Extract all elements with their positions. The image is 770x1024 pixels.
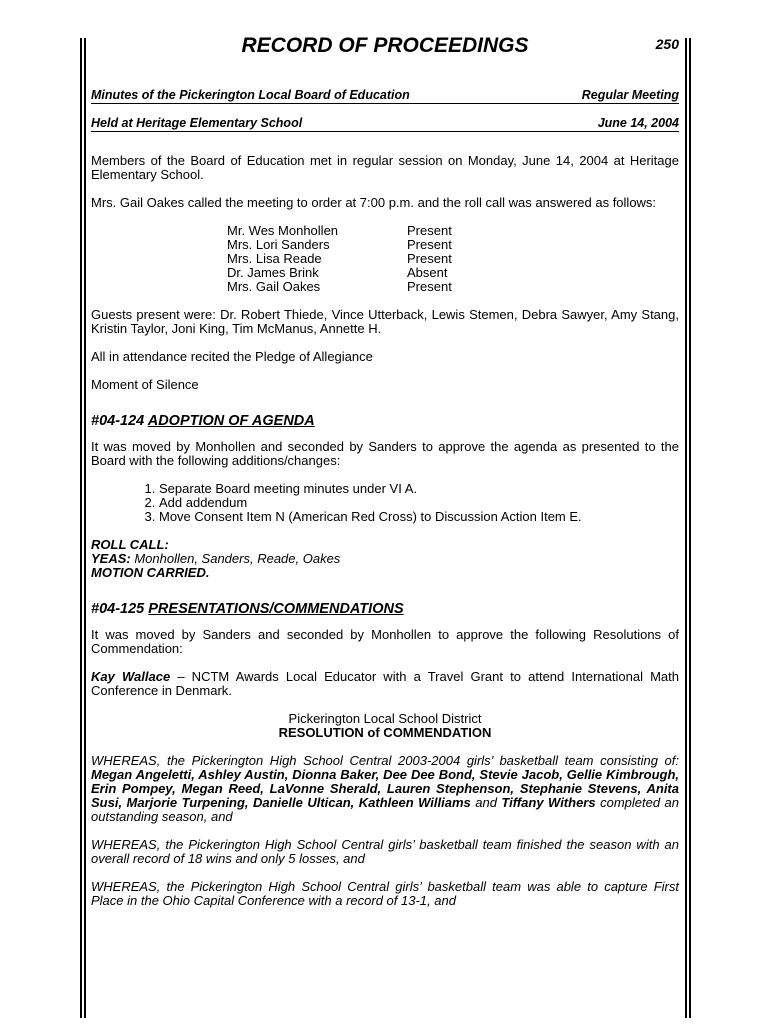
agenda-changes-list xyxy=(91,482,679,524)
item-125-title: PRESENTATIONS/COMMENDATIONS xyxy=(148,601,404,617)
honoree-paragraph xyxy=(91,670,679,698)
whereas-paragraph-1 xyxy=(91,754,679,824)
team-member-last: Tiffany Withers xyxy=(501,795,596,810)
minutes-body xyxy=(91,154,679,922)
roll-call-row xyxy=(227,238,679,252)
member-status: Present xyxy=(407,223,452,238)
list-item: 1. Separate Board meeting minutes under VI A. xyxy=(159,482,679,496)
member-status: Present xyxy=(407,279,452,294)
item-125-motion: It was moved by Sanders and seconded by Monhollen to approve the following Resolutions of Commendation: xyxy=(91,627,679,656)
item-124-vote xyxy=(91,538,679,580)
whereas-1-and: and xyxy=(470,795,502,810)
motion-result: MOTION CARRIED. xyxy=(91,565,210,580)
whereas-paragraph-3: WHEREAS, the Pickerington High School Central girls’ basketball team was able to capture First Place in the Ohio Capital Conference with a record of 13-1, and xyxy=(91,879,679,908)
left-margin-rule-outer xyxy=(80,38,82,1018)
member-status: Absent xyxy=(407,265,448,280)
page-number: 250 xyxy=(655,36,679,52)
whereas-paragraph-2: WHEREAS, the Pickerington High School Central girls’ basketball team finished the season with an overall record of 18 wins and only 5 losses, and xyxy=(91,837,679,866)
member-name: Dr. James Brink xyxy=(227,265,319,280)
member-name: Mrs. Lisa Reade xyxy=(227,251,322,266)
header-line-1 xyxy=(91,88,679,104)
intro-paragraph-1: Members of the Board of Education met in regular session on Monday, June 14, 2004 at Heritage Elementary School. xyxy=(91,153,679,182)
page-title: RECORD OF PROCEEDINGS xyxy=(241,34,529,57)
item-125-number: #04-125 xyxy=(91,601,149,617)
item-124-motion: It was moved by Monhollen and seconded by Sanders to approve the agenda as presented to the Board with the following additions/changes: xyxy=(91,439,679,468)
item-124-title: ADOPTION OF AGENDA xyxy=(147,413,315,429)
intro-paragraph-2: Mrs. Gail Oakes called the meeting to order at 7:00 p.m. and the roll call was answered as follows: xyxy=(91,195,657,210)
list-item: 3. Move Consent Item N (American Red Cross) to Discussion Action Item E. xyxy=(159,510,679,524)
silence-paragraph: Moment of Silence xyxy=(91,377,199,392)
roll-call-list xyxy=(227,224,679,294)
minutes-of: Minutes of the Pickerington Local Board of Education xyxy=(91,88,410,102)
header-line-2 xyxy=(91,116,679,132)
honoree-text: – NCTM Awards Local Educator with a Travel Grant to attend International Math Conference in Denmark. xyxy=(91,669,679,698)
whereas-1-end: completed an outstanding season, and xyxy=(91,795,680,824)
roll-call-label: ROLL CALL: xyxy=(91,537,169,552)
member-status: Present xyxy=(407,251,452,266)
roll-call-row xyxy=(227,266,679,280)
member-name: Mrs. Lori Sanders xyxy=(227,237,330,252)
resolution-title: RESOLUTION of COMMENDATION xyxy=(278,725,492,740)
member-name: Mrs. Gail Oakes xyxy=(227,279,321,294)
district-name: Pickerington Local School District xyxy=(288,711,482,726)
title-row xyxy=(91,34,679,64)
member-name: Mr. Wes Monhollen xyxy=(227,223,339,238)
list-item: 2. Add addendum xyxy=(159,496,679,510)
roll-call-row xyxy=(227,280,679,294)
guests-paragraph: Guests present were: Dr. Robert Thiede, Vince Utterback, Lewis Stemen, Debra Sawyer, Amy Stang, Kristin Taylor, Joni King, Tim McManus, Annette H. xyxy=(91,307,679,336)
pledge-paragraph: All in attendance recited the Pledge of Allegiance xyxy=(91,349,373,364)
honoree-name: Kay Wallace xyxy=(91,669,171,684)
item-124-heading xyxy=(91,414,679,428)
right-margin-rule-outer xyxy=(689,38,691,1018)
yeas-label: YEAS: xyxy=(91,551,131,566)
item-125-heading xyxy=(91,602,679,616)
roll-call-row xyxy=(227,252,679,266)
held-at: Held at Heritage Elementary School xyxy=(91,116,303,130)
roll-call-row xyxy=(227,224,679,238)
meeting-type: Regular Meeting xyxy=(581,88,679,102)
item-124-number: #04-124 xyxy=(91,413,148,429)
whereas-1-start: WHEREAS, the Pickerington High School Central 2003-2004 girls’ basketball team consisting of: xyxy=(91,753,679,768)
left-margin-rule-inner xyxy=(84,38,86,1018)
yeas-names: Monhollen, Sanders, Reade, Oakes xyxy=(130,551,341,566)
team-members: Megan Angeletti, Ashley Austin, Dionna Baker, Dee Dee Bond, Stevie Jacob, Gellie Kimbrough, Erin Pompey, Megan Reed, LaVonne Sherald, Lauren Stephenson, Stephanie Stevens, Anita Susi, Marjorie Turpening, Danielle Ultican, Kathleen Williams xyxy=(91,767,679,810)
meeting-date: June 14, 2004 xyxy=(597,116,679,130)
right-margin-rule-inner xyxy=(685,38,687,1018)
member-status: Present xyxy=(407,237,452,252)
